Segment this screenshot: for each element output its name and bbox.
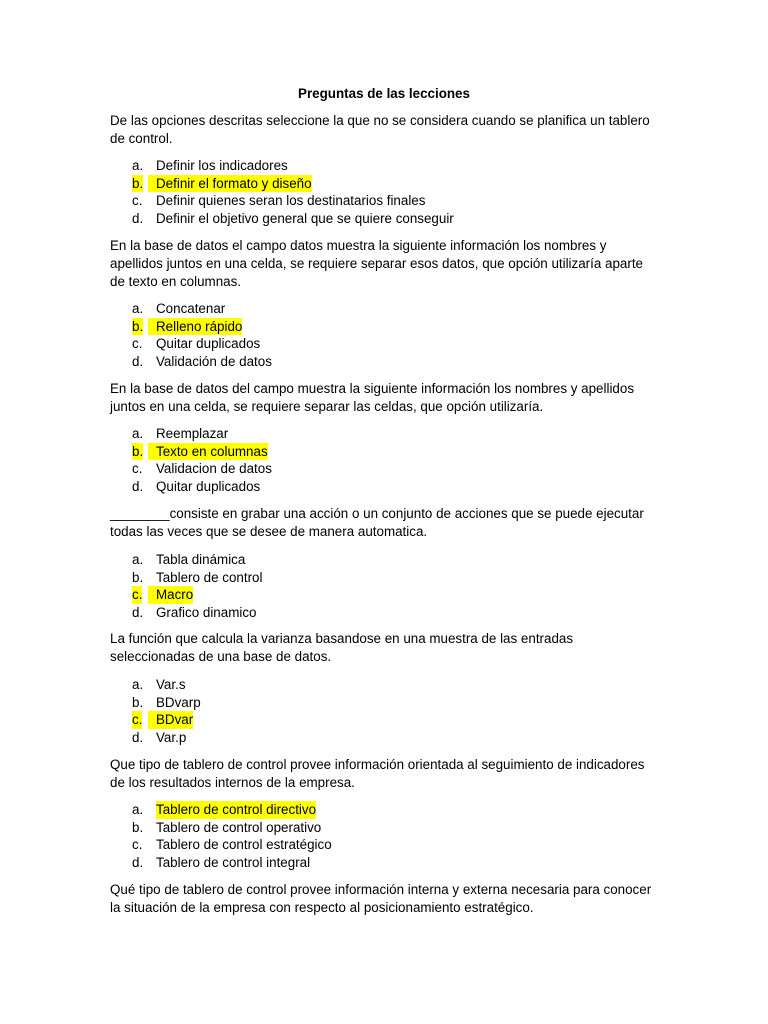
option-letter: b. [132,694,144,710]
option-item [110,210,658,228]
option-item [110,460,658,478]
option-item [110,318,658,336]
option-text: Definir los indicadores [156,158,288,173]
option-letter-highlighted: b. [132,443,144,459]
option-item [110,676,658,694]
option-letter: a. [132,552,144,567]
option-letter: a. [132,301,144,316]
option-text: Grafico dinamico [156,604,257,620]
option-text-highlighted: BDvar [148,711,193,729]
option-text: Validación de datos [156,353,272,369]
option-item [110,300,658,318]
option-item [110,175,658,193]
option-text: Concatenar [156,301,226,316]
option-letter-highlighted: b. [132,318,144,334]
option-item [110,854,658,872]
option-text: Tablero de control [156,569,263,585]
question-6-text: Que tipo de tablero de control provee información orientada al seguimiento de indicadores de los resultados internos de la empresa. [110,757,645,790]
option-letter: d. [132,729,144,745]
question-4-options [110,551,658,621]
page-title: Preguntas de las lecciones [298,86,470,101]
option-letter: a. [132,677,144,692]
option-letter: c. [132,461,143,477]
question-1-options [110,157,658,227]
option-text: Tabla dinámica [156,552,246,567]
option-letter: c. [132,193,143,209]
option-letter: a. [132,158,144,173]
option-item [110,694,658,712]
question-1-text: De las opciones descritas seleccione la que no se considera cuando se planifica un tablero de control. [110,113,650,146]
question-4-text: ________consiste en grabar una acción o un conjunto de acciones que se puede ejecutar todas las veces que se desee de manera automatica. [110,506,644,539]
option-text: BDvarp [156,694,201,710]
option-item [110,819,658,837]
option-letter: d. [132,478,144,494]
option-text: Tablero de control operativo [156,819,322,835]
option-item [110,801,658,819]
option-item [110,586,658,604]
option-text: Reemplazar [156,426,229,441]
option-text: Definir quienes seran los destinatarios finales [156,193,426,209]
question-2-text: En la base de datos el campo datos muestra la siguiente información los nombres y apellidos juntos en una celda, se requiere separar esos datos, que opción utilizaría aparte de texto en columnas. [110,238,643,289]
option-text: Quitar duplicados [156,478,261,494]
option-letter: b. [132,819,144,835]
option-letter: b. [132,569,144,585]
option-text: Definir el objetivo general que se quiere conseguir [156,210,454,226]
option-item [110,551,658,569]
question-6-options [110,801,658,871]
question-5-text: La función que calcula la varianza basandose en una muestra de las entradas seleccionadas de una base de datos. [110,631,574,664]
option-text: Var.p [156,729,187,745]
question-2-options [110,300,658,370]
option-item [110,335,658,353]
option-item [110,604,658,622]
option-letter: c. [132,837,143,853]
option-item [110,425,658,443]
option-item [110,711,658,729]
option-letter: d. [132,854,144,870]
option-text-highlighted: Tablero de control directivo [156,802,317,817]
option-letter: a. [132,426,144,441]
option-letter: c. [132,336,143,352]
option-item [110,569,658,587]
option-text: Var.s [156,677,186,692]
option-text-highlighted: Macro [148,586,193,604]
option-text: Tablero de control estratégico [156,837,332,853]
option-item [110,353,658,371]
option-text: Validacion de datos [156,461,272,477]
option-item [110,836,658,854]
option-letter: d. [132,604,144,620]
option-text-highlighted: Relleno rápido [148,318,242,336]
question-5-options [110,676,658,746]
question-7-text: Qué tipo de tablero de control provee información interna y externa necesaria para conocer la situación de la empresa con respecto al posicionamiento estratégico. [110,882,652,915]
option-letter-highlighted: b. [132,175,144,191]
option-item [110,729,658,747]
option-text: Tablero de control integral [156,854,311,870]
option-text-highlighted: Texto en columnas [148,443,268,461]
option-letter: d. [132,210,144,226]
option-text: Quitar duplicados [156,336,261,352]
option-item [110,157,658,175]
option-letter-highlighted: c. [132,587,143,603]
option-letter: a. [132,802,144,817]
question-3-text: En la base de datos del campo muestra la siguiente información los nombres y apellidos juntos en una celda, se requiere separar las celdas, que opción utilizaría. [110,381,635,414]
question-3-options [110,425,658,495]
option-text-highlighted: Definir el formato y diseño [148,175,312,193]
option-item [110,478,658,496]
option-item [110,192,658,210]
option-letter: d. [132,353,144,369]
option-item [110,443,658,461]
option-letter-highlighted: c. [132,712,143,728]
